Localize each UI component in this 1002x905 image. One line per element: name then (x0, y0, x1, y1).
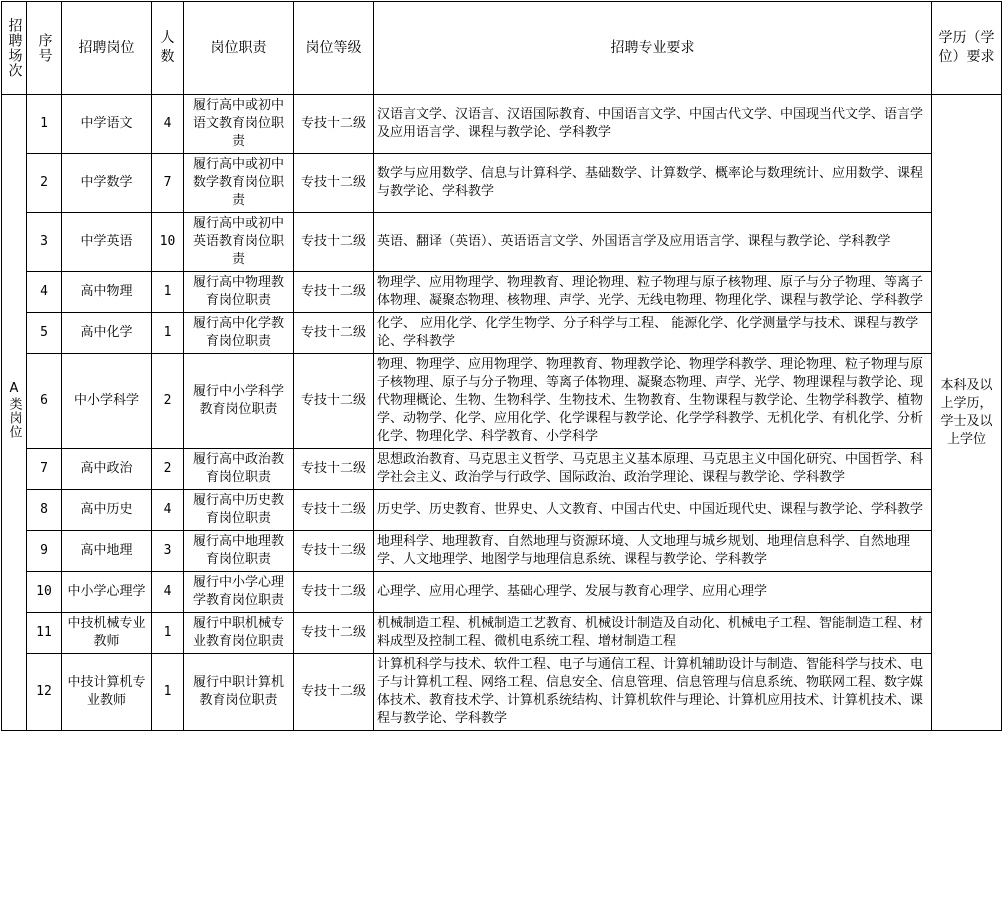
cell-major: 英语、翻译（英语）、英语语言文学、外国语言学及应用语言学、课程与教学论、学科教学 (374, 213, 932, 272)
header-duty: 岗位职责 (184, 2, 294, 95)
cell-count: 10 (152, 213, 184, 272)
cell-post: 高中历史 (62, 490, 152, 531)
cell-post: 高中政治 (62, 449, 152, 490)
table-row (2, 154, 1002, 213)
cell-post: 高中化学 (62, 313, 152, 354)
cell-duty: 履行中职机械专业教育岗位职责 (184, 613, 294, 654)
table-row (2, 272, 1002, 313)
table-row (2, 531, 1002, 572)
cell-duty: 履行中小学科学教育岗位职责 (184, 354, 294, 449)
cell-post: 中小学科学 (62, 354, 152, 449)
cell-grade: 专技十二级 (294, 490, 374, 531)
venue-group-cell (2, 95, 27, 731)
cell-major: 地理科学、地理教育、自然地理与资源环境、人文地理与城乡规划、地理信息科学、自然地理学、人文地理学、地图学与地理信息系统、课程与教学论、学科教学 (374, 531, 932, 572)
cell-post: 高中地理 (62, 531, 152, 572)
header-count: 人数 (152, 2, 184, 95)
cell-duty: 履行高中或初中语文教育岗位职责 (184, 95, 294, 154)
cell-grade: 专技十二级 (294, 531, 374, 572)
cell-grade: 专技十二级 (294, 449, 374, 490)
cell-grade: 专技十二级 (294, 313, 374, 354)
cell-count: 1 (152, 313, 184, 354)
cell-grade: 专技十二级 (294, 95, 374, 154)
cell-grade: 专技十二级 (294, 654, 374, 731)
cell-grade: 专技十二级 (294, 213, 374, 272)
cell-seq: 11 (27, 613, 62, 654)
cell-major: 心理学、应用心理学、基础心理学、发展与教育心理学、应用心理学 (374, 572, 932, 613)
header-seq: 序号 (27, 2, 62, 95)
cell-major: 机械制造工程、机械制造工艺教育、机械设计制造及自动化、机械电子工程、智能制造工程、材料成型及控制工程、微机电系统工程、增材制造工程 (374, 613, 932, 654)
cell-duty: 履行高中或初中英语教育岗位职责 (184, 213, 294, 272)
table-row (2, 490, 1002, 531)
table-row (2, 95, 1002, 154)
cell-grade: 专技十二级 (294, 613, 374, 654)
cell-seq: 2 (27, 154, 62, 213)
cell-duty: 履行中小学心理学教育岗位职责 (184, 572, 294, 613)
cell-grade: 专技十二级 (294, 572, 374, 613)
table-row (2, 654, 1002, 731)
cell-seq: 3 (27, 213, 62, 272)
cell-major: 物理、物理学、应用物理学、物理教育、物理教学论、物理学科教学、理论物理、粒子物理与原子核物理、原子与分子物理、等离子体物理、凝聚态物理、声学、光学、物理课程与教学论、现代物理概论、生物、生物科学、生物技术、生物教育、生物课程与教学论、生物学科教学、植物学、动物学、化学、应用化学、化学课程与教学论、化学学科教学、无机化学、有机化学、分析化学、物理化学、科学教育、小学科学 (374, 354, 932, 449)
cell-post: 中学数学 (62, 154, 152, 213)
cell-seq: 5 (27, 313, 62, 354)
cell-seq: 8 (27, 490, 62, 531)
table-row (2, 572, 1002, 613)
cell-duty: 履行中职计算机教育岗位职责 (184, 654, 294, 731)
cell-count: 2 (152, 354, 184, 449)
cell-duty: 履行高中地理教育岗位职责 (184, 531, 294, 572)
cell-major: 化学、 应用化学、化学生物学、分子科学与工程、 能源化学、化学测量学与技术、课程与教学论、学科教学 (374, 313, 932, 354)
cell-duty: 履行高中物理教育岗位职责 (184, 272, 294, 313)
cell-seq: 7 (27, 449, 62, 490)
table-row (2, 449, 1002, 490)
cell-seq: 12 (27, 654, 62, 731)
table-row (2, 354, 1002, 449)
cell-seq: 4 (27, 272, 62, 313)
cell-grade: 专技十二级 (294, 272, 374, 313)
header-education: 学历（学位）要求 (932, 2, 1002, 95)
table-row (2, 313, 1002, 354)
header-major: 招聘专业要求 (374, 2, 932, 95)
header-post: 招聘岗位 (62, 2, 152, 95)
table-row (2, 613, 1002, 654)
cell-major: 物理学、应用物理学、物理教育、理论物理、粒子物理与原子核物理、原子与分子物理、等离子体物理、凝聚态物理、核物理、声学、光学、无线电物理、物理化学、课程与教学论、学科教学 (374, 272, 932, 313)
header-venue: 招聘场次 (2, 2, 27, 95)
cell-count: 1 (152, 613, 184, 654)
cell-duty: 履行高中政治教育岗位职责 (184, 449, 294, 490)
cell-count: 4 (152, 490, 184, 531)
cell-seq: 10 (27, 572, 62, 613)
table-header-row (2, 2, 1002, 95)
cell-count: 1 (152, 654, 184, 731)
cell-grade: 专技十二级 (294, 354, 374, 449)
cell-major: 数学与应用数学、信息与计算科学、基础数学、计算数学、概率论与数理统计、应用数学、课程与教学论、学科教学 (374, 154, 932, 213)
cell-major: 思想政治教育、马克思主义哲学、马克思主义基本原理、马克思主义中国化研究、中国哲学、科学社会主义、政治学与行政学、国际政治、政治学理论、课程与教学论、学科教学 (374, 449, 932, 490)
cell-post: 中学语文 (62, 95, 152, 154)
cell-duty: 履行高中或初中数学教育岗位职责 (184, 154, 294, 213)
cell-major: 计算机科学与技术、软件工程、电子与通信工程、计算机辅助设计与制造、智能科学与技术、电子与计算机工程、网络工程、信息安全、信息管理、信息管理与信息系统、物联网工程、数字媒体技术、教育技术学、计算机系统结构、计算机软件与理论、计算机应用技术、计算机技术、课程与教学论、学科教学 (374, 654, 932, 731)
cell-post: 中学英语 (62, 213, 152, 272)
cell-count: 4 (152, 95, 184, 154)
cell-seq: 1 (27, 95, 62, 154)
cell-count: 1 (152, 272, 184, 313)
cell-post: 中小学心理学 (62, 572, 152, 613)
cell-duty: 履行高中历史教育岗位职责 (184, 490, 294, 531)
cell-seq: 6 (27, 354, 62, 449)
cell-count: 7 (152, 154, 184, 213)
cell-count: 4 (152, 572, 184, 613)
cell-count: 2 (152, 449, 184, 490)
venue-group-label: A类岗位 (6, 380, 22, 439)
table-row (2, 213, 1002, 272)
cell-grade: 专技十二级 (294, 154, 374, 213)
cell-count: 3 (152, 531, 184, 572)
cell-seq: 9 (27, 531, 62, 572)
cell-education: 本科及以上学历，学士及以上学位 (932, 95, 1002, 731)
header-grade: 岗位等级 (294, 2, 374, 95)
cell-major: 汉语言文学、汉语言、汉语国际教育、中国语言文学、中国古代文学、中国现当代文学、语言学及应用语言学、课程与教学论、学科教学 (374, 95, 932, 154)
cell-duty: 履行高中化学教育岗位职责 (184, 313, 294, 354)
cell-post: 高中物理 (62, 272, 152, 313)
recruitment-table (1, 1, 1002, 731)
cell-major: 历史学、历史教育、世界史、人文教育、中国古代史、中国近现代史、课程与教学论、学科教学 (374, 490, 932, 531)
cell-post: 中技计算机专业教师 (62, 654, 152, 731)
cell-post: 中技机械专业教师 (62, 613, 152, 654)
